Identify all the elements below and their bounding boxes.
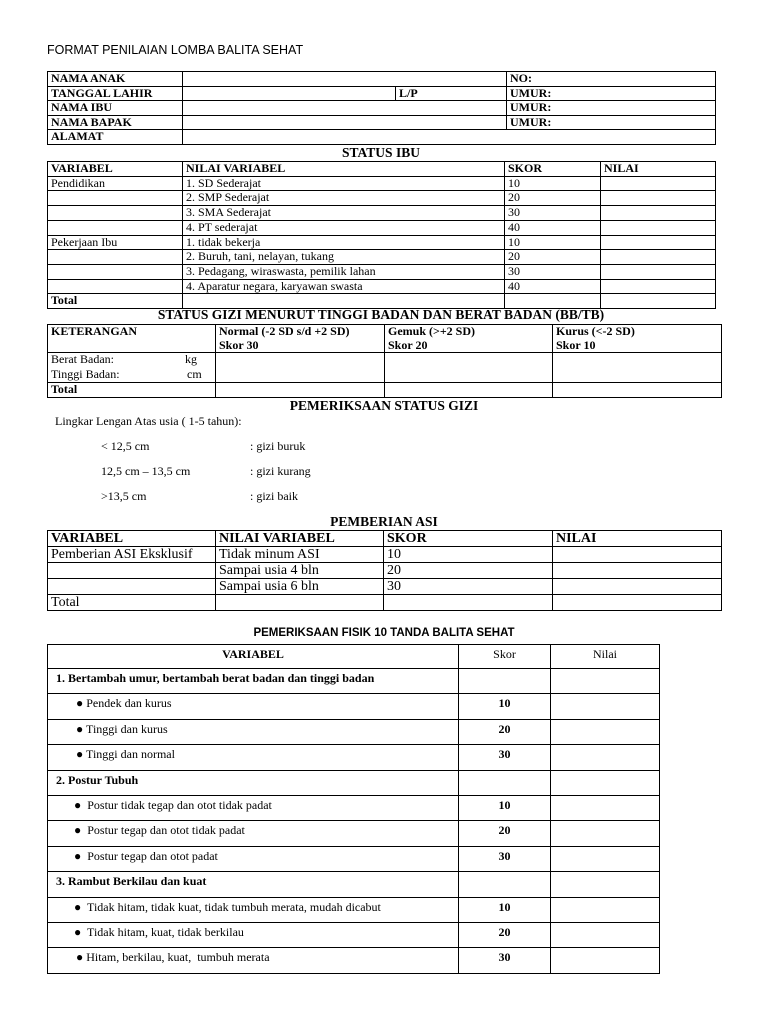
asi-header-nilai-variabel: NILAI VARIABEL — [216, 531, 384, 547]
fisik-group-row — [48, 669, 660, 694]
label-tanggal-lahir: TANGGAL LAHIR — [48, 86, 183, 101]
status-ibu-header-row — [48, 162, 716, 177]
bbtb-measure-row — [48, 353, 722, 383]
kurus-input[interactable] — [553, 353, 722, 383]
bbtb-table — [47, 324, 722, 398]
cell-nilai-input[interactable] — [601, 264, 716, 279]
fisik-item — [48, 948, 459, 973]
cell-skor: 20 — [505, 250, 601, 265]
identity-row-nama-anak — [48, 72, 716, 87]
cell-skor: 10 — [384, 547, 553, 563]
table-row — [48, 235, 716, 250]
identity-table — [47, 71, 716, 145]
table-row — [48, 191, 716, 206]
table-row — [48, 220, 716, 235]
status-ibu-table — [47, 161, 716, 309]
label-lp: L/P — [396, 86, 507, 101]
asi-total-row — [48, 595, 722, 611]
field-nama-anak[interactable] — [183, 72, 507, 87]
fisik-item-nilai-input[interactable] — [551, 821, 660, 846]
cell-nilai-variabel: 1. tidak bekerja — [183, 235, 505, 250]
fisik-item-nilai-input[interactable] — [551, 719, 660, 744]
cell-nilai-input[interactable] — [601, 176, 716, 191]
cell-nilai-input[interactable] — [601, 206, 716, 221]
header-keterangan: KETERANGAN — [48, 325, 216, 353]
cell-variabel: Pendidikan — [48, 176, 183, 191]
fisik-group-row — [48, 770, 660, 795]
group-skor — [459, 872, 551, 897]
asi-header-variabel: VARIABEL — [48, 531, 216, 547]
kurus-skor: Skor 10 — [556, 337, 596, 352]
normal-skor: Skor 30 — [219, 337, 259, 352]
bbtb-total-row — [48, 383, 722, 398]
fisik-item-skor: 30 — [459, 846, 551, 871]
header-kurus — [553, 325, 722, 353]
cell-nilai-input[interactable] — [601, 279, 716, 294]
asi-total-nilai-variabel — [216, 595, 384, 611]
asi-header-row — [48, 531, 722, 547]
fisik-item-label: Postur tidak tegap dan otot tidak padat — [87, 797, 272, 812]
cell-skor: 30 — [505, 264, 601, 279]
cell-skor: 10 — [505, 176, 601, 191]
fisik-item-nilai-input[interactable] — [551, 745, 660, 770]
fisik-item-nilai-input[interactable] — [551, 922, 660, 947]
group-nilai-input[interactable] — [551, 669, 660, 694]
fisik-header-row — [48, 645, 660, 669]
kurus-label: Kurus (<-2 SD) — [556, 324, 635, 338]
fisik-item-nilai-input[interactable] — [551, 948, 660, 973]
fisik-item-row — [48, 694, 660, 719]
fisik-item-label: Postur tegap dan otot tidak padat — [87, 823, 245, 838]
fisik-item-label: Pendek dan kurus — [86, 696, 172, 711]
label-nama-anak: NAMA ANAK — [48, 72, 183, 87]
bbtb-total-gemuk — [385, 383, 553, 398]
bullet-icon: ● — [74, 924, 82, 939]
cell-variabel — [48, 206, 183, 221]
header-skor: SKOR — [505, 162, 601, 177]
fisik-item-row — [48, 922, 660, 947]
cell-nilai-variabel: Tidak minum ASI — [216, 547, 384, 563]
fisik-group-row — [48, 872, 660, 897]
field-nama-bapak[interactable] — [183, 115, 507, 130]
asi-heading: PEMBERIAN ASI — [330, 514, 438, 529]
cell-nilai-variabel: 4. PT sederajat — [183, 220, 505, 235]
label-nama-bapak: NAMA BAPAK — [48, 115, 183, 130]
gemuk-skor: Skor 20 — [388, 337, 428, 352]
cell-nilai-input[interactable] — [553, 547, 722, 563]
identity-row-nama-bapak — [48, 115, 716, 130]
cell-nilai-input[interactable] — [601, 250, 716, 265]
group-skor — [459, 770, 551, 795]
gizi-range-2: 12,5 cm – 13,5 cm — [101, 464, 191, 478]
table-row — [48, 264, 716, 279]
fisik-item-row — [48, 897, 660, 922]
fisik-item-skor: 20 — [459, 821, 551, 846]
cell-nilai-input[interactable] — [601, 235, 716, 250]
bullet-icon: ● — [76, 747, 84, 762]
table-row — [48, 579, 722, 595]
bullet-icon: ● — [74, 797, 82, 812]
fisik-header-skor: Skor — [459, 645, 551, 669]
header-nilai: NILAI — [601, 162, 716, 177]
cell-variabel — [48, 279, 183, 294]
gizi-heading: PEMERIKSAAN STATUS GIZI — [289, 398, 479, 413]
group-skor — [459, 669, 551, 694]
cell-nilai-input[interactable] — [553, 579, 722, 595]
fisik-item-row — [48, 846, 660, 871]
fisik-item-label: Tinggi dan kurus — [86, 721, 168, 736]
fisik-item-row — [48, 719, 660, 744]
cell-skor: 40 — [505, 220, 601, 235]
cell-nilai-variabel: 3. SMA Sederajat — [183, 206, 505, 221]
gizi-status-2: : gizi kurang — [250, 464, 311, 478]
identity-row-tanggal-lahir — [48, 86, 716, 101]
bullet-icon: ● — [74, 848, 82, 863]
cell-skor: 20 — [505, 191, 601, 206]
label-alamat: ALAMAT — [48, 130, 183, 145]
cell-variabel — [48, 250, 183, 265]
cell-nilai-variabel: 2. Buruh, tani, nelayan, tukang — [183, 250, 505, 265]
measure-cell — [48, 353, 216, 383]
table-row — [48, 176, 716, 191]
cell-skor: 40 — [505, 279, 601, 294]
cell-variabel — [48, 220, 183, 235]
asi-header-skor: SKOR — [384, 531, 553, 547]
fisik-item-row — [48, 745, 660, 770]
fisik-item-nilai-input[interactable] — [551, 846, 660, 871]
gemuk-label: Gemuk (>+2 SD) — [388, 324, 476, 338]
cell-nilai-variabel: 4. Aparatur negara, karyawan swasta — [183, 279, 505, 294]
group-title: 2. Postur Tubuh — [48, 770, 459, 795]
identity-row-nama-ibu — [48, 101, 716, 116]
bbtb-total-label: Total — [48, 383, 216, 398]
fisik-header-variabel: VARIABEL — [48, 645, 459, 669]
asi-table — [47, 530, 722, 611]
group-title: 1. Bertambah umur, bertambah berat badan dan tinggi badan — [48, 669, 459, 694]
normal-label: Normal (-2 SD s/d +2 SD) — [219, 324, 350, 338]
asi-total-skor — [384, 595, 553, 611]
asi-total-label: Total — [48, 595, 216, 611]
field-nama-ibu[interactable] — [183, 101, 507, 116]
field-alamat[interactable] — [183, 130, 716, 145]
cell-variabel — [48, 191, 183, 206]
fisik-item — [48, 745, 459, 770]
fisik-item-skor: 20 — [459, 922, 551, 947]
fisik-item-label: Hitam, berkilau, kuat, tumbuh merata — [86, 950, 270, 965]
fisik-heading: PEMERIKSAAN FISIK 10 TANDA BALITA SEHAT — [253, 627, 515, 639]
bullet-icon: ● — [74, 899, 82, 914]
gizi-range-3: >13,5 cm — [101, 489, 147, 503]
label-no: NO: — [507, 72, 716, 87]
table-row — [48, 563, 722, 579]
cell-nilai-input[interactable] — [553, 563, 722, 579]
fisik-item — [48, 795, 459, 820]
gemuk-input[interactable] — [385, 353, 553, 383]
cell-nilai-input[interactable] — [601, 220, 716, 235]
fisik-item — [48, 846, 459, 871]
fisik-item-label: Tinggi dan normal — [86, 747, 175, 762]
cell-skor: 10 — [505, 235, 601, 250]
gizi-status-3: : gizi baik — [250, 489, 298, 503]
fisik-item — [48, 897, 459, 922]
fisik-item-skor: 20 — [459, 719, 551, 744]
bullet-icon: ● — [76, 950, 84, 965]
fisik-item-label: Postur tegap dan otot padat — [87, 848, 218, 863]
group-title: 3. Rambut Berkilau dan kuat — [48, 872, 459, 897]
cell-nilai-variabel: 3. Pedagang, wiraswasta, pemilik lahan — [183, 264, 505, 279]
normal-input[interactable] — [216, 353, 385, 383]
fisik-item-label: Tidak hitam, tidak kuat, tidak tumbuh merata, mudah dicabut — [87, 899, 381, 914]
fisik-item-row — [48, 948, 660, 973]
bullet-icon: ● — [76, 696, 84, 711]
bbtb-heading: STATUS GIZI MENURUT TINGGI BADAN DAN BERAT BADAN (BB/TB) — [157, 307, 605, 322]
header-normal — [216, 325, 385, 353]
header-variabel: VARIABEL — [48, 162, 183, 177]
kg-unit: kg — [185, 352, 197, 366]
fisik-item — [48, 719, 459, 744]
document-title: FORMAT PENILAIAN LOMBA BALITA SEHAT — [47, 43, 304, 57]
label-umur-anak: UMUR: — [507, 86, 716, 101]
fisik-item — [48, 694, 459, 719]
asi-header-nilai: NILAI — [553, 531, 722, 547]
gizi-range-1: < 12,5 cm — [101, 439, 150, 453]
fisik-item — [48, 922, 459, 947]
fisik-item-skor: 10 — [459, 795, 551, 820]
cell-nilai-variabel: 1. SD Sederajat — [183, 176, 505, 191]
label-umur-ibu: UMUR: — [507, 101, 716, 116]
header-nilai-variabel: NILAI VARIABEL — [183, 162, 505, 177]
cell-variabel — [48, 579, 216, 595]
fisik-item — [48, 821, 459, 846]
cell-skor: 20 — [384, 563, 553, 579]
bbtb-header-row — [48, 325, 722, 353]
table-row — [48, 206, 716, 221]
fisik-item-skor: 10 — [459, 897, 551, 922]
fisik-item-nilai-input[interactable] — [551, 795, 660, 820]
bbtb-total-normal — [216, 383, 385, 398]
group-nilai-input[interactable] — [551, 770, 660, 795]
bullet-icon: ● — [76, 721, 84, 736]
label-nama-ibu: NAMA IBU — [48, 101, 183, 116]
bullet-icon: ● — [74, 823, 82, 838]
gizi-status-1: : gizi buruk — [250, 439, 306, 453]
header-gemuk — [385, 325, 553, 353]
fisik-item-nilai-input[interactable] — [551, 897, 660, 922]
cm-unit: cm — [187, 367, 202, 381]
fisik-item-label: Tidak hitam, kuat, tidak berkilau — [87, 924, 244, 939]
fisik-item-skor: 30 — [459, 745, 551, 770]
field-tanggal-lahir[interactable] — [183, 86, 396, 101]
gizi-intro: Lingkar Lengan Atas usia ( 1-5 tahun): — [55, 414, 242, 428]
fisik-table — [47, 644, 660, 974]
cell-nilai-variabel: Sampai usia 6 bln — [216, 579, 384, 595]
group-nilai-input[interactable] — [551, 872, 660, 897]
table-row — [48, 547, 722, 563]
cell-variabel: Pekerjaan Ibu — [48, 235, 183, 250]
fisik-item-row — [48, 821, 660, 846]
cell-variabel — [48, 264, 183, 279]
label-umur-bapak: UMUR: — [507, 115, 716, 130]
identity-row-alamat — [48, 130, 716, 145]
asi-total-nilai-input[interactable] — [553, 595, 722, 611]
cell-skor: 30 — [384, 579, 553, 595]
cell-nilai-variabel: Sampai usia 4 bln — [216, 563, 384, 579]
fisik-header-nilai: Nilai — [551, 645, 660, 669]
berat-badan-label: Berat Badan: — [51, 352, 114, 366]
cell-variabel — [48, 563, 216, 579]
tinggi-badan-label: Tinggi Badan: — [51, 367, 120, 381]
fisik-item-row — [48, 795, 660, 820]
cell-skor: 30 — [505, 206, 601, 221]
cell-variabel: Pemberian ASI Eksklusif — [48, 547, 216, 563]
table-row — [48, 250, 716, 265]
cell-nilai-variabel: 2. SMP Sederajat — [183, 191, 505, 206]
cell-nilai-input[interactable] — [601, 191, 716, 206]
fisik-item-nilai-input[interactable] — [551, 694, 660, 719]
fisik-item-skor: 30 — [459, 948, 551, 973]
fisik-item-skor: 10 — [459, 694, 551, 719]
bbtb-total-kurus — [553, 383, 722, 398]
table-row — [48, 279, 716, 294]
status-ibu-heading: STATUS IBU — [342, 145, 420, 160]
total-label: Total — [48, 294, 183, 309]
